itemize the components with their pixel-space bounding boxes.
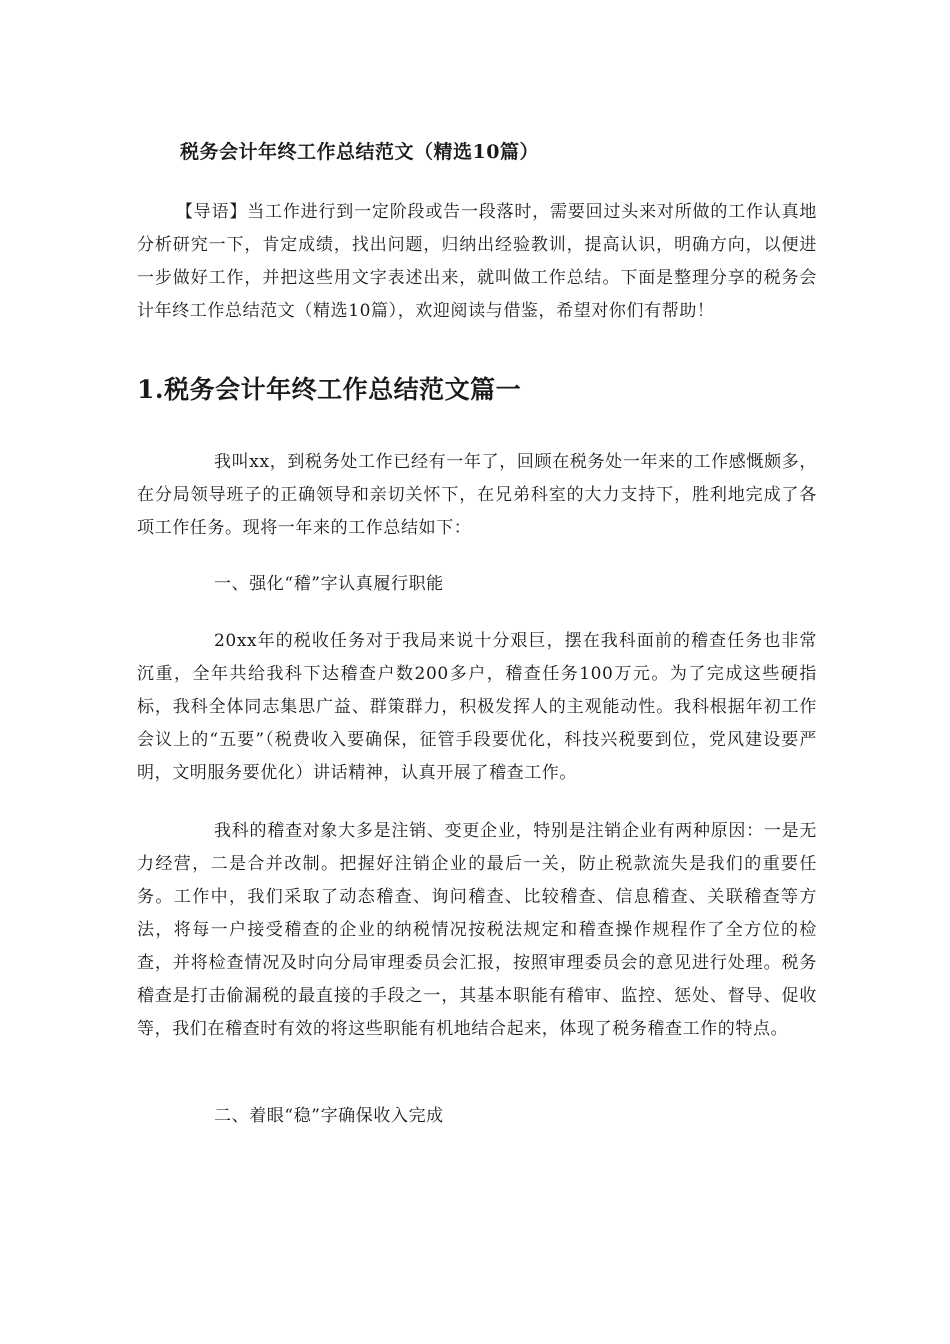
body-paragraph-1: 我叫xx，到税务处工作已经有一年了，回顾在税务处一年来的工作感慨颇多，在分局领导班子的正确领导和亲切关怀下，在兄弟科室的大力支持下，胜利地完成了各项工作任务。现将一年来的工作总结如下： — [137, 452, 817, 538]
document-title: 税务会计年终工作总结范文（精选10篇） — [180, 141, 539, 163]
body-paragraph-3: 我科的稽查对象大多是注销、变更企业，特别是注销企业有两种原因：一是无力经营，二是合并改制。把握好注销企业的最后一关，防止税款流失是我们的重要任务。工作中，我们采取了动态稽查、询问稽查、比较稽查、信息稽查、关联稽查等方法，将每一户接受稽查的企业的纳税情况按税法规定和稽查操作规程作了全方位的检查，并将检查情况及时向分局审理委员会汇报，按照审理委员会的意见进行处理。税务稽查是打击偷漏税的最直接的手段之一，其基本职能有稽审、监控、惩处、督导、促收等，我们在稽查时有效的将这些职能有机地结合起来，体现了税务稽查工作的特点。 — [137, 821, 817, 1039]
section-heading: 1.税务会计年终工作总结范文篇一 — [137, 375, 522, 404]
subheading-2: 二、着眼“稳”字确保收入完成 — [214, 1106, 444, 1126]
subheading-1: 一、强化“稽”字认真履行职能 — [214, 574, 444, 594]
intro-paragraph: 【导语】当工作进行到一定阶段或告一段落时，需要回过头来对所做的工作认真地分析研究一下，肯定成绩，找出问题，归纳出经验教训，提高认识，明确方向，以便进一步做好工作，并把这些用文字表述出来，就叫做工作总结。下面是整理分享的税务会计年终工作总结范文（精选10篇），欢迎阅读与借鉴，希望对你们有帮助！ — [137, 202, 817, 321]
body-paragraph-2: 20xx年的税收任务对于我局来说十分艰巨，摆在我科面前的稽查任务也非常沉重，全年共给我科下达稽查户数200多户，稽查任务100万元。为了完成这些硬指标，我科全体同志集思广益、群策群力，积极发挥人的主观能动性。我科根据年初工作会议上的“五要”（税费收入要确保，征管手段要优化，科技兴税要到位，党风建设要严明，文明服务要优化）讲话精神，认真开展了稽查工作。 — [137, 631, 817, 783]
